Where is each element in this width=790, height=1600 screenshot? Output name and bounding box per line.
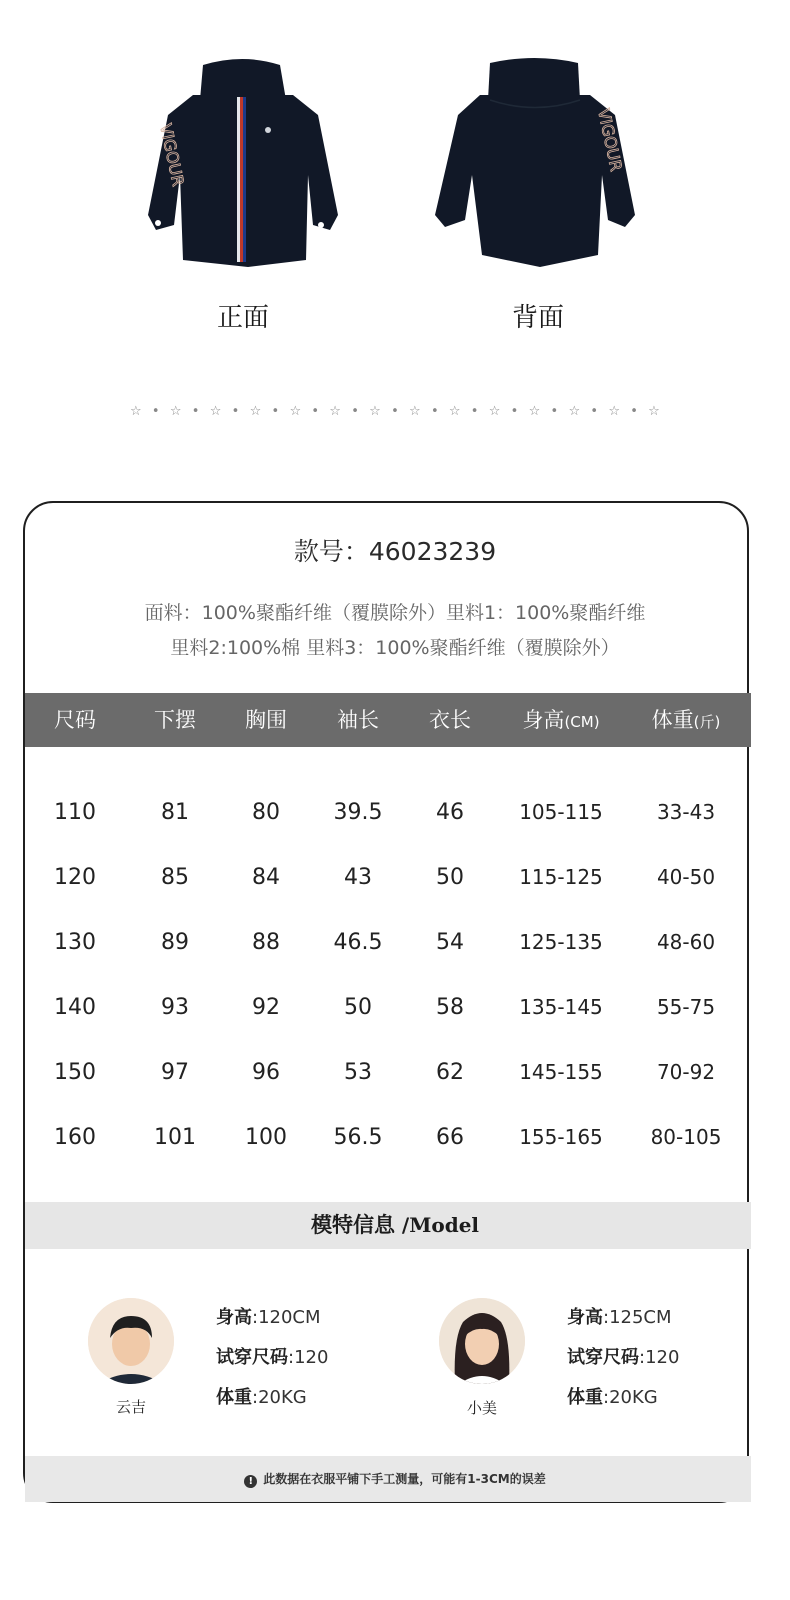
table-cell: 100: [245, 1125, 287, 1150]
divider-glyph: ☆: [249, 403, 262, 419]
table-cell: 50: [436, 865, 464, 890]
divider-glyph: •: [311, 403, 320, 419]
table-cell: 160: [54, 1125, 96, 1150]
table-cell: 115-125: [519, 865, 603, 889]
model-avatar-girl: [439, 1298, 525, 1384]
divider-glyph: ☆: [488, 403, 501, 419]
table-cell: 84: [252, 865, 280, 890]
table-header-cell: 下摆: [154, 708, 196, 732]
table-cell: 130: [54, 930, 96, 955]
divider-glyph: ☆: [289, 403, 302, 419]
table-cell: 155-165: [519, 1125, 603, 1149]
table-cell: 120: [54, 865, 96, 890]
divider-glyph: •: [550, 403, 559, 419]
table-cell: 54: [436, 930, 464, 955]
table-cell: 53: [344, 1060, 372, 1085]
table-cell: 80: [252, 800, 280, 825]
measurement-note-text: 此数据在衣服平铺下手工测量，可能有1-3CM的误差: [263, 1472, 546, 1486]
divider-glyph: •: [590, 403, 599, 419]
divider-glyph: •: [231, 403, 240, 419]
model-1-size: 试穿尺码:120: [216, 1347, 329, 1368]
table-cell: 145-155: [519, 1060, 603, 1084]
table-cell: 150: [54, 1060, 96, 1085]
model-1-weight: 体重:20KG: [216, 1387, 307, 1408]
star-divider: [130, 398, 660, 424]
divider-glyph: ☆: [329, 403, 341, 419]
info-icon: !: [244, 1475, 257, 1488]
divider-glyph: •: [430, 403, 439, 419]
model-2-size: 试穿尺码:120: [567, 1347, 680, 1368]
divider-glyph: •: [510, 403, 519, 419]
divider-glyph: ☆: [528, 403, 541, 419]
divider-glyph: ☆: [209, 403, 222, 419]
table-header-cell: 尺码: [54, 708, 96, 732]
table-cell: 97: [161, 1060, 189, 1085]
model-2-height: 身高:125CM: [567, 1307, 672, 1328]
table-cell: 81: [161, 800, 189, 825]
table-cell: 46: [436, 800, 464, 825]
svg-text:VIGOUR: VIGOUR: [156, 121, 188, 188]
divider-glyph: •: [191, 403, 200, 419]
divider-glyph: ☆: [169, 403, 182, 419]
divider-glyph: ☆: [568, 403, 581, 419]
table-header-cell: 衣长: [429, 708, 471, 732]
divider-glyph: ☆: [648, 403, 660, 419]
model-avatar-boy: [88, 1298, 174, 1384]
model-name-1: 云吉: [115, 1398, 146, 1416]
table-cell: 58: [436, 995, 464, 1020]
size-table-header: [25, 693, 751, 747]
table-cell: 56.5: [333, 1125, 383, 1150]
table-cell: 96: [252, 1060, 280, 1085]
back-view: [430, 55, 640, 279]
table-cell: 105-115: [519, 800, 603, 824]
table-cell: 89: [161, 930, 189, 955]
svg-text:VIGOUR: VIGOUR: [594, 106, 626, 173]
divider-glyph: •: [391, 403, 399, 419]
table-cell: 48-60: [656, 930, 716, 954]
fabric-line-2: 里料2:100%棉 里料3：100%聚酯纤维（覆膜除外）: [170, 637, 620, 659]
front-label: 正面: [216, 303, 269, 333]
model-1-height: 身高:120CM: [216, 1307, 321, 1328]
model-title-en: /Model: [394, 1213, 480, 1237]
model-title-cn: 模特信息: [310, 1213, 395, 1237]
model-2-weight: 体重:20KG: [567, 1387, 658, 1408]
table-header-cell: 胸围: [245, 708, 287, 732]
divider-glyph: •: [151, 403, 160, 419]
divider-glyph: •: [271, 403, 280, 419]
model-name-2: 小美: [466, 1399, 497, 1417]
back-label: 背面: [511, 303, 564, 333]
table-header-cell: 袖长: [337, 708, 379, 732]
table-cell: 88: [252, 930, 280, 955]
table-header-cell: 体重(斤): [651, 708, 721, 732]
jacket-front-image: [138, 55, 348, 275]
style-number: 款号：46023239: [293, 537, 497, 566]
table-header-cell: 身高(CM): [522, 708, 600, 732]
front-view: [138, 55, 348, 279]
table-cell: 101: [154, 1125, 196, 1150]
table-cell: 43: [344, 865, 372, 890]
divider-glyph: ☆: [448, 403, 461, 419]
table-cell: 55-75: [656, 995, 716, 1019]
measurement-note: [0, 1456, 790, 1502]
table-cell: 85: [161, 865, 189, 890]
divider-glyph: •: [630, 403, 638, 419]
table-cell: 135-145: [519, 995, 603, 1019]
table-cell: 50: [344, 995, 372, 1020]
table-cell: 39.5: [333, 800, 383, 825]
jacket-back-image: [430, 55, 640, 275]
table-cell: 46.5: [333, 930, 383, 955]
table-cell: 80-105: [650, 1125, 722, 1149]
model-info-1: [216, 1298, 328, 1418]
table-cell: 93: [161, 995, 189, 1020]
table-cell: 92: [252, 995, 280, 1020]
table-cell: 110: [54, 800, 96, 825]
table-cell: 70-92: [656, 1060, 716, 1084]
divider-glyph: ☆: [409, 403, 421, 419]
table-cell: 125-135: [519, 930, 603, 954]
table-cell: 40-50: [656, 865, 716, 889]
divider-glyph: •: [351, 403, 359, 419]
table-cell: 33-43: [656, 800, 716, 824]
divider-glyph: ☆: [369, 403, 381, 419]
model-section-title: [0, 1202, 790, 1249]
divider-glyph: •: [470, 403, 479, 419]
divider-glyph: ☆: [130, 403, 142, 419]
table-cell: 66: [436, 1125, 464, 1150]
model-info-2: [567, 1298, 679, 1418]
table-cell: 140: [54, 995, 96, 1020]
divider-glyph: ☆: [608, 403, 620, 419]
fabric-line-1: 面料：100%聚酯纤维（覆膜除外）里料1：100%聚酯纤维: [144, 602, 646, 624]
table-cell: 62: [436, 1060, 464, 1085]
